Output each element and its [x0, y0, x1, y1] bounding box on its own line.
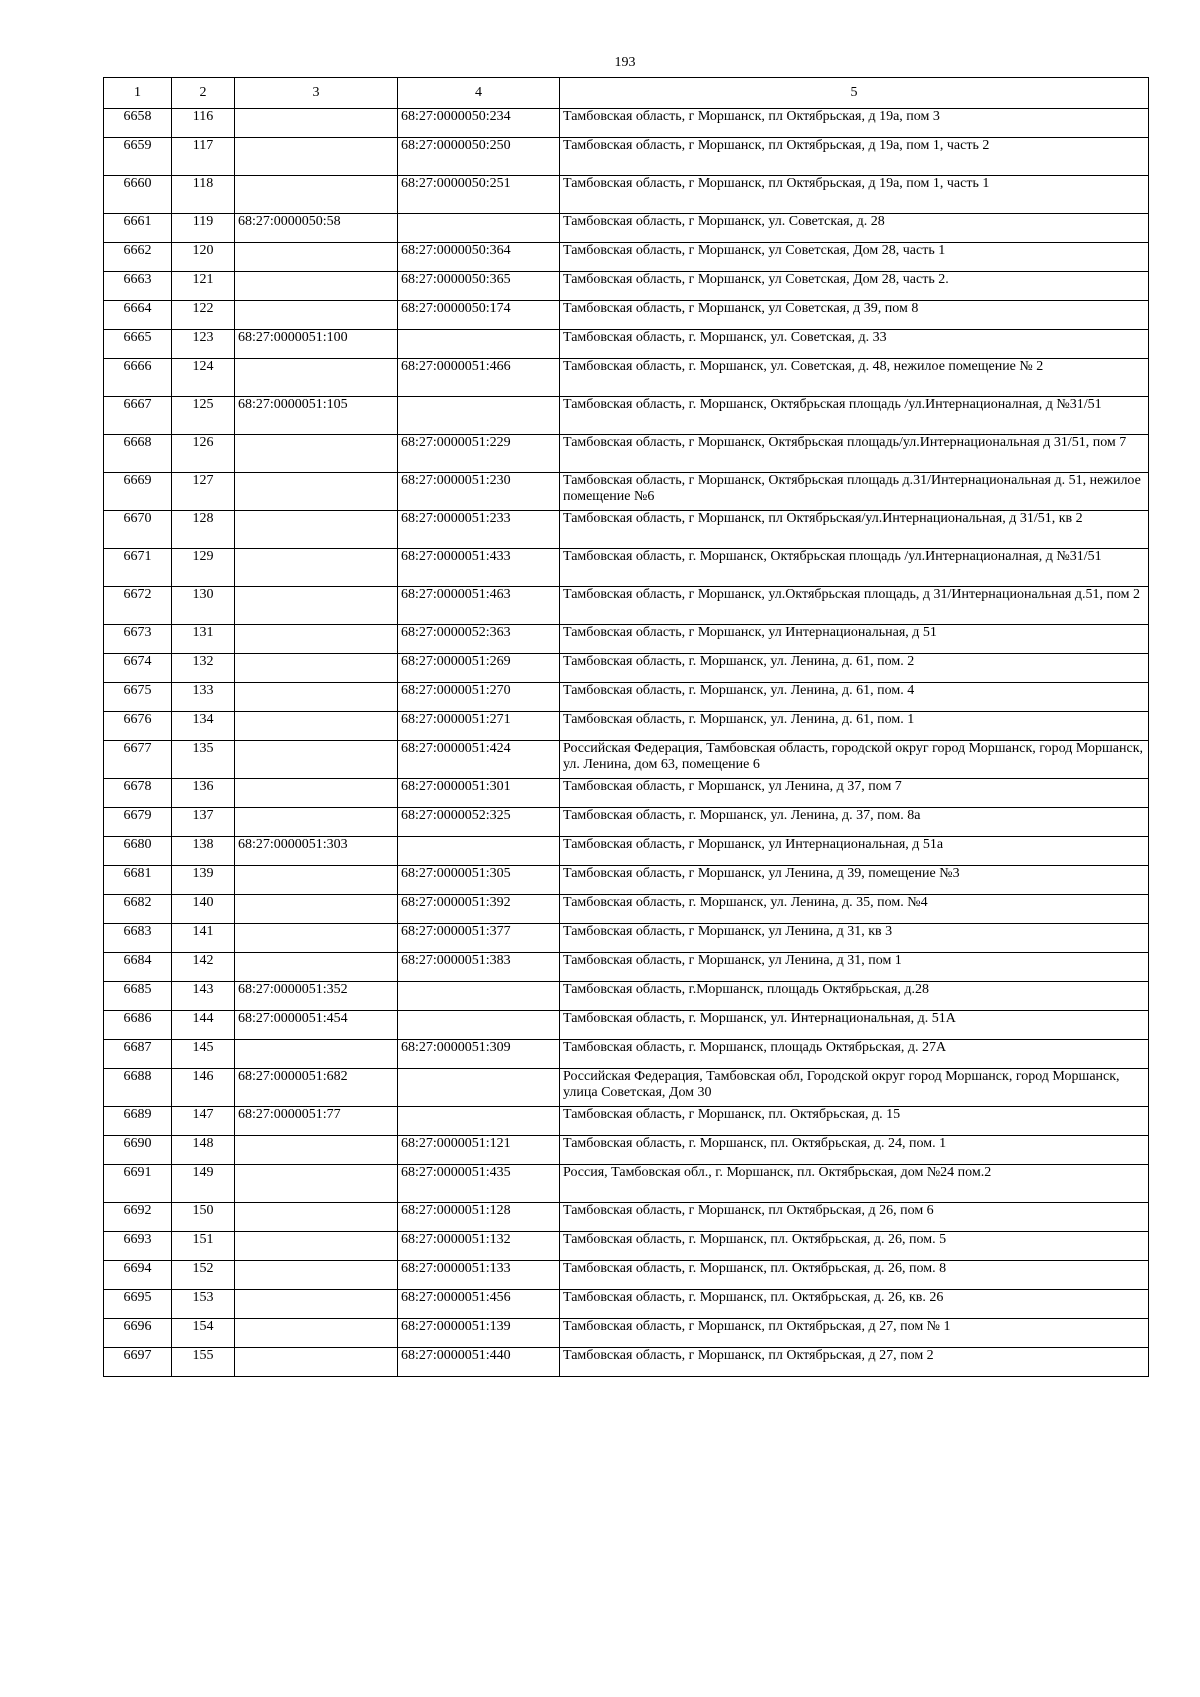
- parcel-cadastral-cell: 68:27:0000051:352: [235, 982, 398, 1011]
- index-cell: 130: [172, 587, 235, 625]
- object-cadastral-cell: 68:27:0000051:377: [398, 924, 560, 953]
- object-cadastral-cell: [398, 214, 560, 243]
- parcel-cadastral-cell: 68:27:0000051:105: [235, 397, 398, 435]
- object-cadastral-cell: 68:27:0000051:271: [398, 712, 560, 741]
- index-cell: 129: [172, 549, 235, 587]
- address-cell: Тамбовская область, г. Моршанск, площадь Октябрьская, д. 27А: [560, 1040, 1149, 1069]
- row-number-cell: 6665: [104, 330, 172, 359]
- address-cell: Тамбовская область, г Моршанск, ул Советская, Дом 28, часть 1: [560, 243, 1149, 272]
- column-header-3: 3: [235, 78, 398, 109]
- object-cadastral-cell: 68:27:0000051:456: [398, 1290, 560, 1319]
- registry-table: [103, 77, 1149, 1377]
- address-cell: Тамбовская область, г. Моршанск, ул. Ленина, д. 35, пом. №4: [560, 895, 1149, 924]
- object-cadastral-cell: 68:27:0000052:325: [398, 808, 560, 837]
- address-cell: Тамбовская область, г Моршанск, пл Октябрьская/ул.Интернациональная, д 31/51, кв 2: [560, 511, 1149, 549]
- table-row: [104, 712, 1149, 741]
- table-row: [104, 895, 1149, 924]
- table-row: [104, 683, 1149, 712]
- row-number-cell: 6662: [104, 243, 172, 272]
- column-header-1: 1: [104, 78, 172, 109]
- table-row: [104, 214, 1149, 243]
- address-cell: Тамбовская область, г Моршанск, ул Советская, Дом 28, часть 2.: [560, 272, 1149, 301]
- table-row: [104, 953, 1149, 982]
- object-cadastral-cell: [398, 1011, 560, 1040]
- table-row: [104, 549, 1149, 587]
- address-cell: Тамбовская область, г Моршанск, Октябрьская площадь д.31/Интернациональная д. 51, нежилое помещение №6: [560, 473, 1149, 511]
- row-number-cell: 6684: [104, 953, 172, 982]
- address-cell: Тамбовская область, г. Моршанск, ул. Ленина, д. 61, пом. 1: [560, 712, 1149, 741]
- table-row: [104, 359, 1149, 397]
- row-number-cell: 6673: [104, 625, 172, 654]
- object-cadastral-cell: [398, 330, 560, 359]
- address-cell: Тамбовская область, г Моршанск, пл Октябрьская, д 19а, пом 1, часть 1: [560, 176, 1149, 214]
- object-cadastral-cell: 68:27:0000050:250: [398, 138, 560, 176]
- parcel-cadastral-cell: [235, 953, 398, 982]
- object-cadastral-cell: 68:27:0000051:463: [398, 587, 560, 625]
- row-number-cell: 6688: [104, 1069, 172, 1107]
- table-row: [104, 1348, 1149, 1377]
- parcel-cadastral-cell: [235, 435, 398, 473]
- object-cadastral-cell: 68:27:0000051:424: [398, 741, 560, 779]
- parcel-cadastral-cell: [235, 1165, 398, 1203]
- parcel-cadastral-cell: [235, 359, 398, 397]
- address-cell: Тамбовская область, г. Моршанск, ул. Ленина, д. 61, пом. 2: [560, 654, 1149, 683]
- row-number-cell: 6678: [104, 779, 172, 808]
- row-number-cell: 6675: [104, 683, 172, 712]
- parcel-cadastral-cell: [235, 1203, 398, 1232]
- parcel-cadastral-cell: [235, 741, 398, 779]
- object-cadastral-cell: 68:27:0000051:305: [398, 866, 560, 895]
- table-row: [104, 397, 1149, 435]
- index-cell: 149: [172, 1165, 235, 1203]
- row-number-cell: 6669: [104, 473, 172, 511]
- table-row: [104, 1165, 1149, 1203]
- index-cell: 124: [172, 359, 235, 397]
- table-body: [104, 109, 1149, 1377]
- object-cadastral-cell: 68:27:0000050:364: [398, 243, 560, 272]
- row-number-cell: 6667: [104, 397, 172, 435]
- address-cell: Тамбовская область, г. Моршанск, ул. Ленина, д. 61, пом. 4: [560, 683, 1149, 712]
- index-cell: 154: [172, 1319, 235, 1348]
- object-cadastral-cell: 68:27:0000051:435: [398, 1165, 560, 1203]
- index-cell: 145: [172, 1040, 235, 1069]
- index-cell: 146: [172, 1069, 235, 1107]
- table-row: [104, 176, 1149, 214]
- table-header-row: [104, 78, 1149, 109]
- row-number-cell: 6689: [104, 1107, 172, 1136]
- table-row: [104, 924, 1149, 953]
- index-cell: 147: [172, 1107, 235, 1136]
- index-cell: 138: [172, 837, 235, 866]
- table-row: [104, 1290, 1149, 1319]
- index-cell: 143: [172, 982, 235, 1011]
- index-cell: 117: [172, 138, 235, 176]
- index-cell: 155: [172, 1348, 235, 1377]
- table-row: [104, 982, 1149, 1011]
- index-cell: 135: [172, 741, 235, 779]
- address-cell: Тамбовская область, г. Моршанск, ул. Интернациональная, д. 51А: [560, 1011, 1149, 1040]
- parcel-cadastral-cell: [235, 587, 398, 625]
- table-row: [104, 625, 1149, 654]
- index-cell: 116: [172, 109, 235, 138]
- parcel-cadastral-cell: [235, 301, 398, 330]
- parcel-cadastral-cell: [235, 895, 398, 924]
- address-cell: Тамбовская область, г. Моршанск, Октябрьская площадь /ул.Интернационалная, д №31/51: [560, 397, 1149, 435]
- row-number-cell: 6674: [104, 654, 172, 683]
- table-row: [104, 109, 1149, 138]
- row-number-cell: 6661: [104, 214, 172, 243]
- row-number-cell: 6659: [104, 138, 172, 176]
- row-number-cell: 6696: [104, 1319, 172, 1348]
- address-cell: Тамбовская область, г Моршанск, ул Интернациональная, д 51а: [560, 837, 1149, 866]
- index-cell: 126: [172, 435, 235, 473]
- parcel-cadastral-cell: [235, 924, 398, 953]
- parcel-cadastral-cell: [235, 866, 398, 895]
- object-cadastral-cell: 68:27:0000051:392: [398, 895, 560, 924]
- address-cell: Тамбовская область, г Моршанск, ул Советская, д 39, пом 8: [560, 301, 1149, 330]
- index-cell: 119: [172, 214, 235, 243]
- object-cadastral-cell: 68:27:0000052:363: [398, 625, 560, 654]
- index-cell: 136: [172, 779, 235, 808]
- row-number-cell: 6697: [104, 1348, 172, 1377]
- address-cell: Тамбовская область, г Моршанск, ул Ленина, д 39, помещение №3: [560, 866, 1149, 895]
- row-number-cell: 6676: [104, 712, 172, 741]
- parcel-cadastral-cell: [235, 243, 398, 272]
- index-cell: 148: [172, 1136, 235, 1165]
- index-cell: 125: [172, 397, 235, 435]
- row-number-cell: 6694: [104, 1261, 172, 1290]
- row-number-cell: 6682: [104, 895, 172, 924]
- address-cell: Тамбовская область, г Моршанск, пл Октябрьская, д 26, пом 6: [560, 1203, 1149, 1232]
- address-cell: Тамбовская область, г Моршанск, пл Октябрьская, д 19а, пом 1, часть 2: [560, 138, 1149, 176]
- address-cell: Тамбовская область, г Моршанск, Октябрьская площадь/ул.Интернациональная д 31/51, пом 7: [560, 435, 1149, 473]
- parcel-cadastral-cell: [235, 1319, 398, 1348]
- object-cadastral-cell: 68:27:0000050:251: [398, 176, 560, 214]
- address-cell: Российская Федерация, Тамбовская обл, Городской округ город Моршанск, город Моршанск, улица Советская, Дом 30: [560, 1069, 1149, 1107]
- address-cell: Тамбовская область, г Моршанск, ул Ленина, д 31, пом 1: [560, 953, 1149, 982]
- table-row: [104, 808, 1149, 837]
- table-row: [104, 243, 1149, 272]
- parcel-cadastral-cell: 68:27:0000050:58: [235, 214, 398, 243]
- row-number-cell: 6686: [104, 1011, 172, 1040]
- row-number-cell: 6670: [104, 511, 172, 549]
- index-cell: 134: [172, 712, 235, 741]
- address-cell: Тамбовская область, г. Моршанск, ул. Советская, д. 33: [560, 330, 1149, 359]
- parcel-cadastral-cell: [235, 625, 398, 654]
- table-row: [104, 1040, 1149, 1069]
- index-cell: 153: [172, 1290, 235, 1319]
- table-row: [104, 587, 1149, 625]
- parcel-cadastral-cell: [235, 654, 398, 683]
- parcel-cadastral-cell: [235, 1040, 398, 1069]
- parcel-cadastral-cell: [235, 473, 398, 511]
- row-number-cell: 6660: [104, 176, 172, 214]
- address-cell: Россия, Тамбовская обл., г. Моршанск, пл. Октябрьская, дом №24 пом.2: [560, 1165, 1149, 1203]
- address-cell: Тамбовская область, г Моршанск, пл Октябрьская, д 27, пом № 1: [560, 1319, 1149, 1348]
- object-cadastral-cell: 68:27:0000050:174: [398, 301, 560, 330]
- table-row: [104, 473, 1149, 511]
- index-cell: 131: [172, 625, 235, 654]
- address-cell: Тамбовская область, г Моршанск, пл Октябрьская, д 19а, пом 3: [560, 109, 1149, 138]
- row-number-cell: 6679: [104, 808, 172, 837]
- object-cadastral-cell: [398, 1107, 560, 1136]
- index-cell: 144: [172, 1011, 235, 1040]
- parcel-cadastral-cell: [235, 1290, 398, 1319]
- table-row: [104, 1319, 1149, 1348]
- index-cell: 151: [172, 1232, 235, 1261]
- index-cell: 128: [172, 511, 235, 549]
- object-cadastral-cell: [398, 397, 560, 435]
- parcel-cadastral-cell: [235, 109, 398, 138]
- row-number-cell: 6681: [104, 866, 172, 895]
- object-cadastral-cell: 68:27:0000051:440: [398, 1348, 560, 1377]
- object-cadastral-cell: 68:27:0000051:466: [398, 359, 560, 397]
- object-cadastral-cell: 68:27:0000051:383: [398, 953, 560, 982]
- table-row: [104, 1203, 1149, 1232]
- index-cell: 140: [172, 895, 235, 924]
- address-cell: Тамбовская область, г. Моршанск, ул. Советская, д. 48, нежилое помещение № 2: [560, 359, 1149, 397]
- address-cell: Тамбовская область, г Моршанск, ул Ленина, д 37, пом 7: [560, 779, 1149, 808]
- row-number-cell: 6695: [104, 1290, 172, 1319]
- object-cadastral-cell: 68:27:0000051:269: [398, 654, 560, 683]
- parcel-cadastral-cell: [235, 683, 398, 712]
- index-cell: 137: [172, 808, 235, 837]
- row-number-cell: 6666: [104, 359, 172, 397]
- object-cadastral-cell: 68:27:0000051:132: [398, 1232, 560, 1261]
- parcel-cadastral-cell: [235, 1348, 398, 1377]
- object-cadastral-cell: 68:27:0000051:229: [398, 435, 560, 473]
- row-number-cell: 6680: [104, 837, 172, 866]
- table-row: [104, 837, 1149, 866]
- table-row: [104, 654, 1149, 683]
- column-header-4: 4: [398, 78, 560, 109]
- column-header-2: 2: [172, 78, 235, 109]
- object-cadastral-cell: 68:27:0000051:139: [398, 1319, 560, 1348]
- table-row: [104, 1136, 1149, 1165]
- index-cell: 142: [172, 953, 235, 982]
- table-row: [104, 1107, 1149, 1136]
- index-cell: 139: [172, 866, 235, 895]
- column-header-5: 5: [560, 78, 1149, 109]
- object-cadastral-cell: 68:27:0000051:133: [398, 1261, 560, 1290]
- parcel-cadastral-cell: 68:27:0000051:100: [235, 330, 398, 359]
- table-row: [104, 741, 1149, 779]
- row-number-cell: 6663: [104, 272, 172, 301]
- parcel-cadastral-cell: [235, 1136, 398, 1165]
- row-number-cell: 6692: [104, 1203, 172, 1232]
- index-cell: 141: [172, 924, 235, 953]
- address-cell: Тамбовская область, г.Моршанск, площадь Октябрьская, д.28: [560, 982, 1149, 1011]
- parcel-cadastral-cell: [235, 779, 398, 808]
- index-cell: 132: [172, 654, 235, 683]
- row-number-cell: 6690: [104, 1136, 172, 1165]
- address-cell: Тамбовская область, г. Моршанск, пл. Октябрьская, д. 26, кв. 26: [560, 1290, 1149, 1319]
- object-cadastral-cell: [398, 1069, 560, 1107]
- object-cadastral-cell: 68:27:0000051:233: [398, 511, 560, 549]
- parcel-cadastral-cell: [235, 1232, 398, 1261]
- object-cadastral-cell: 68:27:0000051:301: [398, 779, 560, 808]
- object-cadastral-cell: 68:27:0000051:230: [398, 473, 560, 511]
- row-number-cell: 6672: [104, 587, 172, 625]
- row-number-cell: 6685: [104, 982, 172, 1011]
- row-number-cell: 6658: [104, 109, 172, 138]
- address-cell: Тамбовская область, г Моршанск, ул. Советская, д. 28: [560, 214, 1149, 243]
- object-cadastral-cell: [398, 837, 560, 866]
- table-row: [104, 1069, 1149, 1107]
- row-number-cell: 6683: [104, 924, 172, 953]
- table-row: [104, 866, 1149, 895]
- table-row: [104, 301, 1149, 330]
- index-cell: 120: [172, 243, 235, 272]
- object-cadastral-cell: 68:27:0000050:365: [398, 272, 560, 301]
- index-cell: 123: [172, 330, 235, 359]
- table-row: [104, 1261, 1149, 1290]
- parcel-cadastral-cell: [235, 549, 398, 587]
- address-cell: Тамбовская область, г. Моршанск, ул. Ленина, д. 37, пом. 8а: [560, 808, 1149, 837]
- table-row: [104, 1232, 1149, 1261]
- parcel-cadastral-cell: [235, 511, 398, 549]
- address-cell: Тамбовская область, г Моршанск, ул Интернациональная, д 51: [560, 625, 1149, 654]
- row-number-cell: 6664: [104, 301, 172, 330]
- parcel-cadastral-cell: 68:27:0000051:303: [235, 837, 398, 866]
- parcel-cadastral-cell: [235, 272, 398, 301]
- address-cell: Тамбовская область, г. Моршанск, пл. Октябрьская, д. 26, пом. 5: [560, 1232, 1149, 1261]
- row-number-cell: 6687: [104, 1040, 172, 1069]
- object-cadastral-cell: 68:27:0000051:128: [398, 1203, 560, 1232]
- parcel-cadastral-cell: 68:27:0000051:454: [235, 1011, 398, 1040]
- address-cell: Российская Федерация, Тамбовская область, городской округ город Моршанск, город Моршанск, ул. Ленина, дом 63, помещение 6: [560, 741, 1149, 779]
- address-cell: Тамбовская область, г. Моршанск, пл. Октябрьская, д. 24, пом. 1: [560, 1136, 1149, 1165]
- index-cell: 127: [172, 473, 235, 511]
- index-cell: 122: [172, 301, 235, 330]
- index-cell: 121: [172, 272, 235, 301]
- index-cell: 133: [172, 683, 235, 712]
- page-number: 193: [614, 55, 636, 70]
- object-cadastral-cell: 68:27:0000051:270: [398, 683, 560, 712]
- address-cell: Тамбовская область, г Моршанск, пл. Октябрьская, д. 15: [560, 1107, 1149, 1136]
- parcel-cadastral-cell: [235, 712, 398, 741]
- table-row: [104, 511, 1149, 549]
- address-cell: Тамбовская область, г Моршанск, пл Октябрьская, д 27, пом 2: [560, 1348, 1149, 1377]
- table-row: [104, 779, 1149, 808]
- parcel-cadastral-cell: [235, 138, 398, 176]
- address-cell: Тамбовская область, г Моршанск, ул Ленина, д 31, кв 3: [560, 924, 1149, 953]
- row-number-cell: 6691: [104, 1165, 172, 1203]
- row-number-cell: 6677: [104, 741, 172, 779]
- address-cell: Тамбовская область, г. Моршанск, Октябрьская площадь /ул.Интернационалная, д №31/51: [560, 549, 1149, 587]
- parcel-cadastral-cell: [235, 176, 398, 214]
- table-row: [104, 435, 1149, 473]
- address-cell: Тамбовская область, г. Моршанск, пл. Октябрьская, д. 26, пом. 8: [560, 1261, 1149, 1290]
- row-number-cell: 6668: [104, 435, 172, 473]
- table-row: [104, 138, 1149, 176]
- index-cell: 152: [172, 1261, 235, 1290]
- table-row: [104, 330, 1149, 359]
- parcel-cadastral-cell: [235, 808, 398, 837]
- index-cell: 150: [172, 1203, 235, 1232]
- object-cadastral-cell: 68:27:0000051:433: [398, 549, 560, 587]
- parcel-cadastral-cell: 68:27:0000051:682: [235, 1069, 398, 1107]
- row-number-cell: 6693: [104, 1232, 172, 1261]
- object-cadastral-cell: 68:27:0000051:121: [398, 1136, 560, 1165]
- parcel-cadastral-cell: [235, 1261, 398, 1290]
- row-number-cell: 6671: [104, 549, 172, 587]
- index-cell: 118: [172, 176, 235, 214]
- table-row: [104, 272, 1149, 301]
- address-cell: Тамбовская область, г Моршанск, ул.Октябрьская площадь, д 31/Интернациональная д.51, пом 2: [560, 587, 1149, 625]
- parcel-cadastral-cell: 68:27:0000051:77: [235, 1107, 398, 1136]
- object-cadastral-cell: 68:27:0000051:309: [398, 1040, 560, 1069]
- object-cadastral-cell: [398, 982, 560, 1011]
- table-row: [104, 1011, 1149, 1040]
- object-cadastral-cell: 68:27:0000050:234: [398, 109, 560, 138]
